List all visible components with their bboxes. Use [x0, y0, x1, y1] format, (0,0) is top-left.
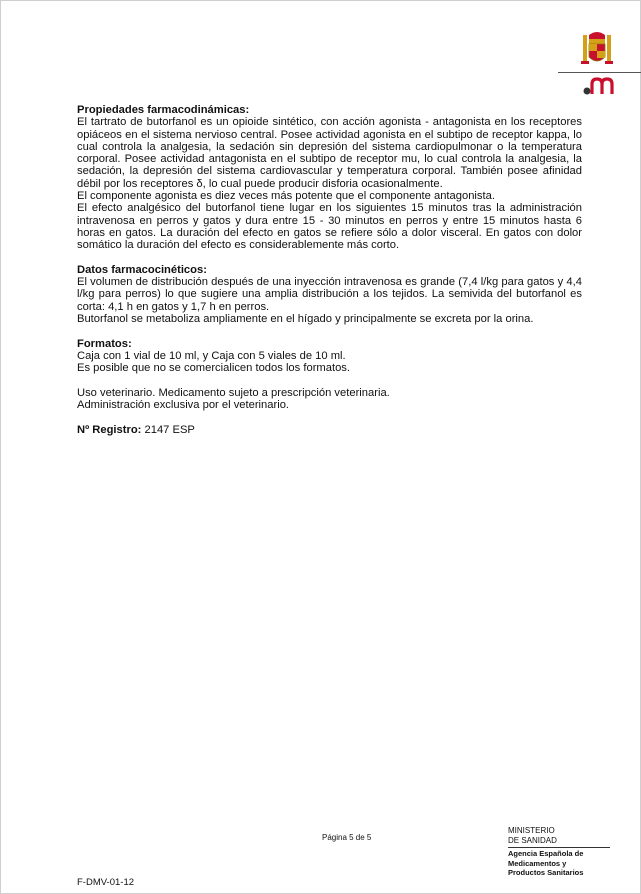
- document-body: [77, 104, 582, 436]
- aemps-logo: [583, 76, 615, 96]
- form-code: F-DMV-01-12: [77, 877, 135, 888]
- page-number: Página 5 de 5: [322, 833, 372, 842]
- paragraph: El tartrato de butorfanol es un opioide sintético, con acción agonista - antagonista en los receptores opiáceos en el sistema nervioso central. Posee actividad agonista en el subtipo de receptor kappa, lo cual controla la analgesia, la sedación sin depresión del sistema cardiopulmonar o la temperatura corporal. Posee actividad antagonista en el subtipo de receptor mu, lo cual controla la analgesia, la sedación, la depresión del sistema cardiovascular y temperatura corporal. También posee afinidad débil por los receptores δ, lo cual puede producir disforia ocasionalmente.: [77, 116, 582, 190]
- paragraph: Caja con 1 vial de 10 ml, y Caja con 5 viales de 10 ml.: [77, 349, 346, 362]
- registration-value: 2147 ESP: [144, 423, 195, 436]
- agency-label: [508, 849, 583, 878]
- paragraph: El efecto analgésico del butorfanol tiene lugar en los siguientes 15 minutos tras la administración intravenosa en perros y gatos y dura entre 15 - 30 minutos en perros y entre 15 minutos hasta 6 horas en gatos. La duración del efecto en gatos se refiere sólo a dolor visceral. En gatos con dolor somático la duración del efecto es considerablemente más corto.: [77, 202, 582, 252]
- agency-line: Productos Sanitarios: [508, 868, 584, 878]
- paragraph: Butorfanol se metaboliza ampliamente en el hígado y principalmente se excreta por la orina.: [77, 313, 534, 326]
- coat-of-arms-logo: [577, 27, 617, 69]
- ministry-line: MINISTERIO: [508, 826, 555, 835]
- paragraph: El componente agonista es diez veces más potente que el componente antagonista.: [77, 190, 495, 203]
- section-heading-formats: Formatos:: [77, 337, 132, 350]
- section-heading-pharmacodynamics: Propiedades farmacodinámicas:: [77, 104, 250, 116]
- registration-label: Nº Registro:: [77, 423, 142, 436]
- agency-line: Agencia Española de: [508, 849, 584, 858]
- usage-line: Administración exclusiva por el veterinario.: [77, 399, 290, 412]
- ministry-label: [508, 826, 557, 846]
- paragraph: Es posible que no se comercialicen todos los formatos.: [77, 362, 350, 375]
- ministry-line: DE SANIDAD: [508, 836, 557, 845]
- footer-rule: [508, 847, 610, 848]
- usage-line: Uso veterinario. Medicamento sujeto a prescripción veterinaria.: [77, 386, 390, 399]
- header-rule: [558, 72, 641, 73]
- section-heading-pharmacokinetics: Datos farmacocinéticos:: [77, 263, 207, 276]
- registration-line: [77, 424, 582, 436]
- agency-line: Medicamentos y: [508, 858, 567, 868]
- paragraph: El volumen de distribución después de una inyección intravenosa es grande (7,4 l/kg para gatos y 4,4 l/kg para perros) lo que sugiere una amplia distribución a los tejidos. La semivida del butorfanol es corta: 4,1 h en gatos y 1,7 h en perros.: [77, 276, 582, 313]
